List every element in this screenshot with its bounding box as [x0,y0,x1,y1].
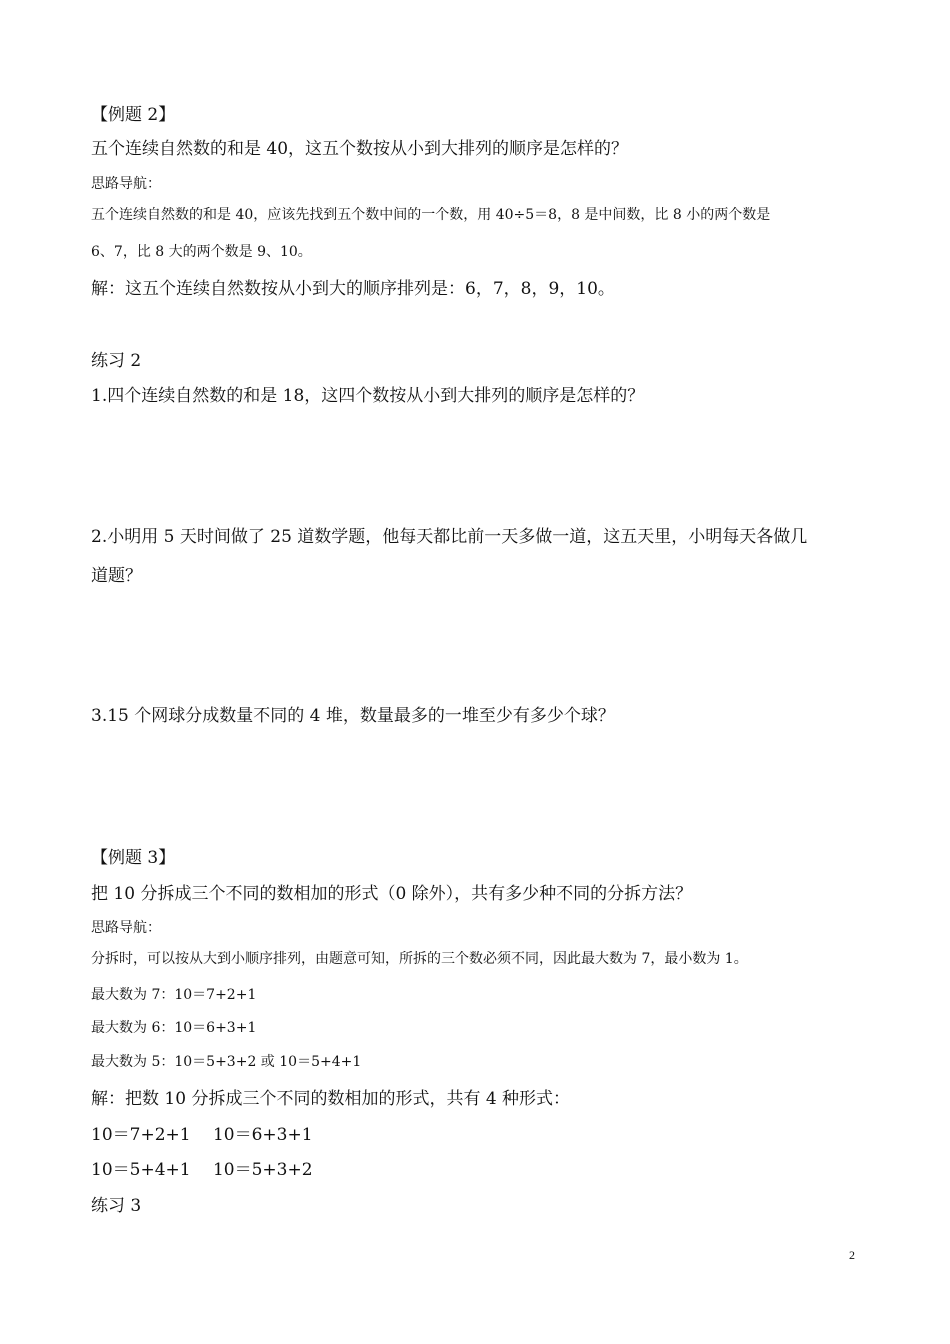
example2-answer: 解：这五个连续自然数按从小到大的顺序排列是：6，7，8，9，10。 [91,279,615,299]
example3-case-5: 最大数为 5：10＝5+3+2 或 10＝5+4+1 [91,1054,362,1070]
example3-hint-line1: 分拆时，可以按从大到小顺序排列，由题意可知，所拆的三个数必须不同，因此最大数为 7，最小数为 1。 [91,951,748,967]
practice2-question-3: 3.15 个网球分成数量不同的 4 堆，数量最多的一堆至少有多少个球？ [91,706,615,726]
page-number: 2 [849,1248,855,1262]
practice2-question-2-line1: 2.小明用 5 天时间做了 25 道数学题，他每天都比前一天多做一道，这五天里，小明每天各做几 [91,527,808,547]
example2-question: 五个连续自然数的和是 40，这五个数按从小到大排列的顺序是怎样的？ [91,139,629,159]
example3-forms-row-2: 10＝5+4+1 10＝5+3+2 [91,1160,313,1180]
example2-heading: 【例题 2】 [91,105,176,125]
example3-forms-row-1: 10＝7+2+1 10＝6+3+1 [91,1125,313,1145]
example2-hint-line1: 五个连续自然数的和是 40，应该先找到五个数中间的一个数，用 40÷5＝8，8 是中间数，比 8 小的两个数是 [91,207,771,223]
example3-answer: 解：把数 10 分拆成三个不同的数相加的形式，共有 4 种形式： [91,1089,571,1109]
example3-hint-label: 思路导航： [91,920,161,936]
practice2-heading: 练习 2 [91,351,142,371]
practice3-heading: 练习 3 [91,1196,142,1216]
example3-case-7: 最大数为 7：10＝7+2+1 [91,987,257,1003]
example3-case-6: 最大数为 6：10＝6+3+1 [91,1020,257,1036]
example3-heading: 【例题 3】 [91,848,176,868]
example3-question: 把 10 分拆成三个不同的数相加的形式（0 除外），共有多少种不同的分拆方法？ [91,884,693,904]
practice2-question-1: 1.四个连续自然数的和是 18，这四个数按从小到大排列的顺序是怎样的？ [91,386,645,406]
example2-hint-label: 思路导航： [91,176,161,192]
practice2-question-2-line2: 道题？ [91,566,142,586]
example2-hint-line2: 6、7，比 8 大的两个数是 9、10。 [91,244,312,260]
